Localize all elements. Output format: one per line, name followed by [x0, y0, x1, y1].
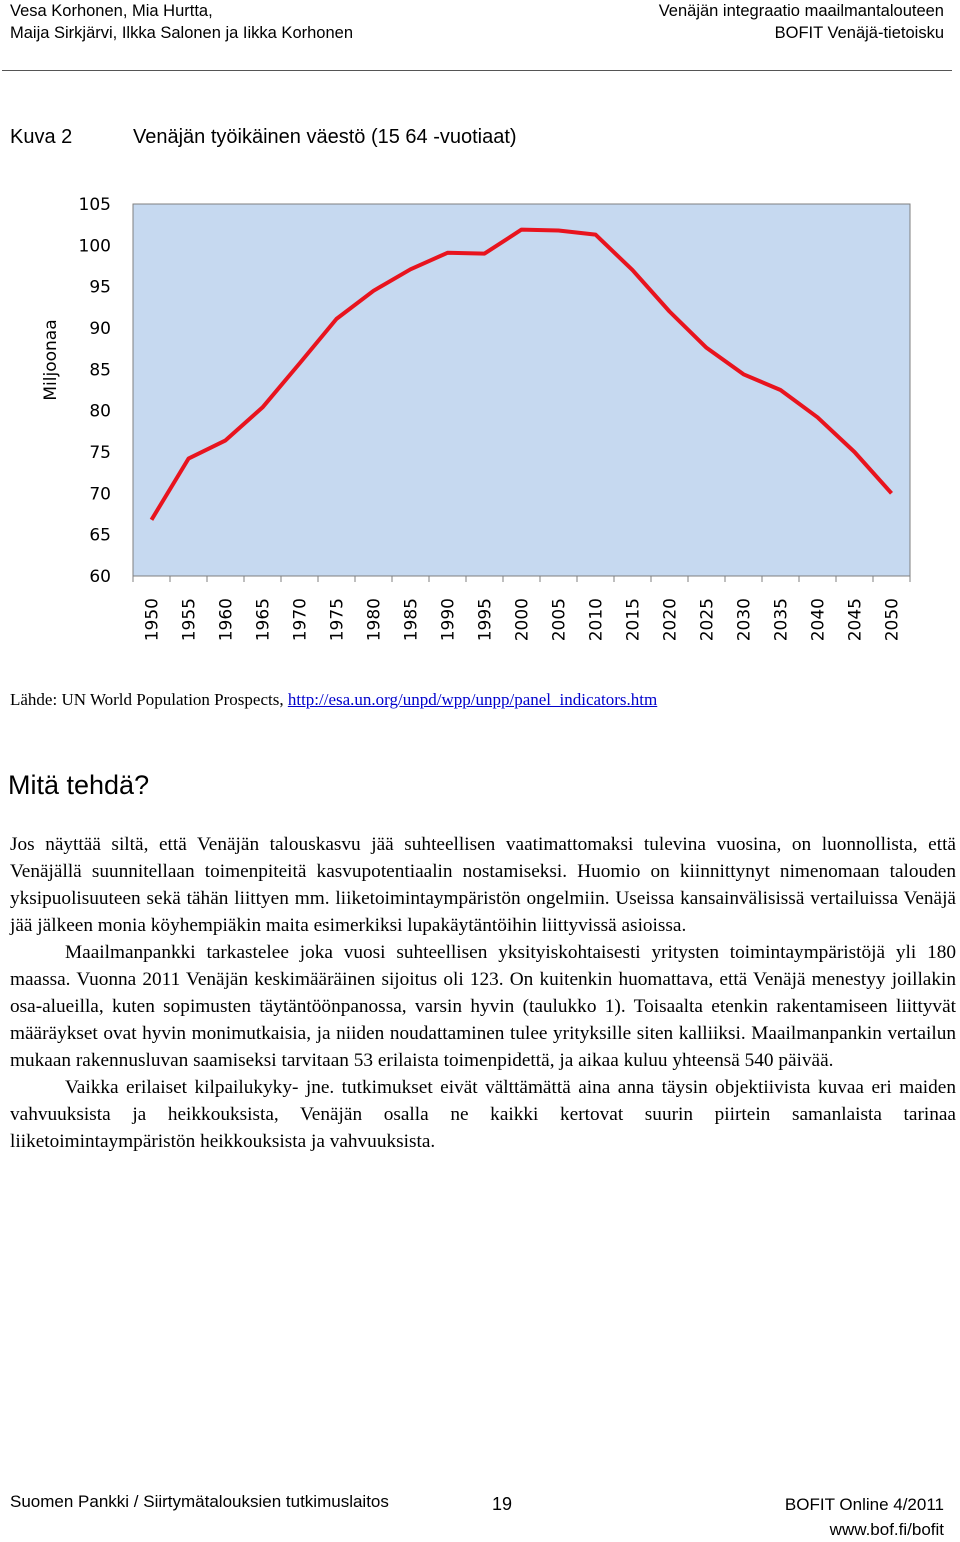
x-tick-label: 2015 [623, 598, 644, 642]
source-prefix: Lähde: UN World Population Prospects, [10, 690, 288, 709]
figure-label: Kuva 2 [10, 126, 73, 148]
y-tick-label: 95 [89, 277, 111, 298]
x-tick-label: 1975 [327, 598, 348, 642]
x-tick-label: 1990 [438, 598, 459, 642]
footer-website: www.bof.fi/bofit [829, 1520, 944, 1539]
x-tick-label: 1970 [290, 598, 311, 642]
figure-source [10, 690, 657, 710]
x-tick-label: 1960 [216, 598, 237, 642]
x-tick-label: 2000 [512, 598, 533, 642]
x-tick-label: 2005 [549, 598, 570, 642]
page-number: 19 [492, 1494, 513, 1514]
header-authors-line2: Maija Sirkjärvi, Ilkka Salonen ja Iikka Korhonen [10, 24, 353, 42]
y-tick-label: 65 [89, 525, 111, 546]
header-title-line2: BOFIT Venäjä-tietoisku [774, 24, 944, 42]
y-axis-ticks [79, 195, 111, 587]
y-tick-label: 85 [89, 360, 111, 381]
x-tick-label: 2050 [882, 598, 903, 642]
x-tick-label: 1950 [142, 598, 163, 642]
y-tick-label: 70 [89, 484, 111, 505]
footer-series: BOFIT Online 4/2011 [784, 1495, 944, 1514]
x-tick-label: 2030 [734, 598, 755, 642]
figure-title: Venäjän työikäinen väestö (15 64 -vuotiaat) [133, 126, 517, 148]
x-tick-label: 2010 [586, 598, 607, 642]
y-tick-label: 80 [89, 401, 111, 422]
y-axis-label: Miljoonaa [41, 319, 61, 401]
page-header-title [659, 0, 944, 44]
x-tick-label: 1985 [401, 598, 422, 642]
x-tick-label: 1980 [364, 598, 385, 642]
x-tick-label: 2040 [808, 598, 829, 642]
section-heading: Mitä tehdä? [8, 770, 150, 800]
paragraph: Jos näyttää siltä, että Venäjän talouskasvu jää suhteellisen vaatimattomaksi tulevina vuosina, on luonnollista, että Venäjällä suunnitellaan toimenpiteitä kasvupotentiaalin nostamiseksi. Huomio on kiinnittynyt nimenomaan talouden yksipuolisuuteen sekä tähän liittyen mm. liiketoimintaympäristön ongelmiin. Useissa kansainvälisissä vertailuissa Venäjä jää jälkeen monia köyhempiäkin maita esimerkiksi lupakäytäntöihin liittyvissä asioissa. [10, 834, 956, 936]
x-tick-label: 1995 [475, 598, 496, 642]
paragraph: Vaikka erilaiset kilpailukyky- jne. tutkimukset eivät välttämättä aina anna täysin objektiivista kuvaa eri maiden vahvuuksista ja heikkouksista, Venäjän osalla ne kaikki kertovat suurin piirtein samanlaista tarinaa liiketoimintaympäristön heikkouksista ja vahvuuksista. [10, 1077, 956, 1152]
source-link[interactable]: http://esa.un.org/unpd/wpp/unpp/panel_indicators.htm [287, 690, 658, 709]
header-divider [2, 70, 952, 71]
x-tick-label: 1955 [179, 598, 200, 642]
y-tick-label: 60 [89, 567, 111, 587]
x-tick-label: 2035 [771, 598, 792, 642]
section-body [10, 831, 956, 1155]
footer-publication [785, 1492, 944, 1542]
paragraph: Maailmanpankki tarkastelee joka vuosi suhteellisen yksityiskohtaisesti yritysten toimintaympäristöjä yli 180 maassa. Vuonna 2011 Venäjän keskimääräinen sijoitus oli 123. On kuitenkin huomattava, että Venäjä menestyy joillakin osa-alueilla, kuten sopimusten täytäntöönpanossa, varsin hyvin (taulukko 1). Toisaalta etenkin rakentamiseen liittyvät määräykset ovat hyvin monimutkaisia, ja niiden noudattaminen tulee yrityksille siten kalliiksi. Maailmanpankin vertailun mukaan rakennusluvan saamiseksi tarvitaan 53 erilaista toimenpidettä, ja aikaa kuluu yhteensä 540 päivää. [10, 942, 956, 1071]
footer-institution: Suomen Pankki / Siirtymätalouksien tutkimuslaitos [10, 1492, 389, 1511]
x-tick-label: 1965 [253, 598, 274, 642]
y-tick-label: 100 [78, 236, 111, 257]
y-tick-label: 75 [89, 443, 111, 463]
y-tick-label: 90 [89, 319, 111, 339]
y-tick-label: 105 [78, 195, 111, 215]
x-tick-label: 2020 [660, 598, 681, 642]
x-tick-label: 2025 [697, 598, 718, 642]
plot-area [133, 204, 910, 576]
x-tick-label: 2045 [845, 598, 866, 642]
population-line-chart [0, 180, 960, 660]
header-authors-line1: Vesa Korhonen, Mia Hurtta, [10, 2, 213, 20]
x-axis-ticks [133, 576, 910, 641]
header-title-line1: Venäjän integraatio maailmantalouteen [658, 2, 944, 20]
page-header-authors [10, 0, 353, 44]
